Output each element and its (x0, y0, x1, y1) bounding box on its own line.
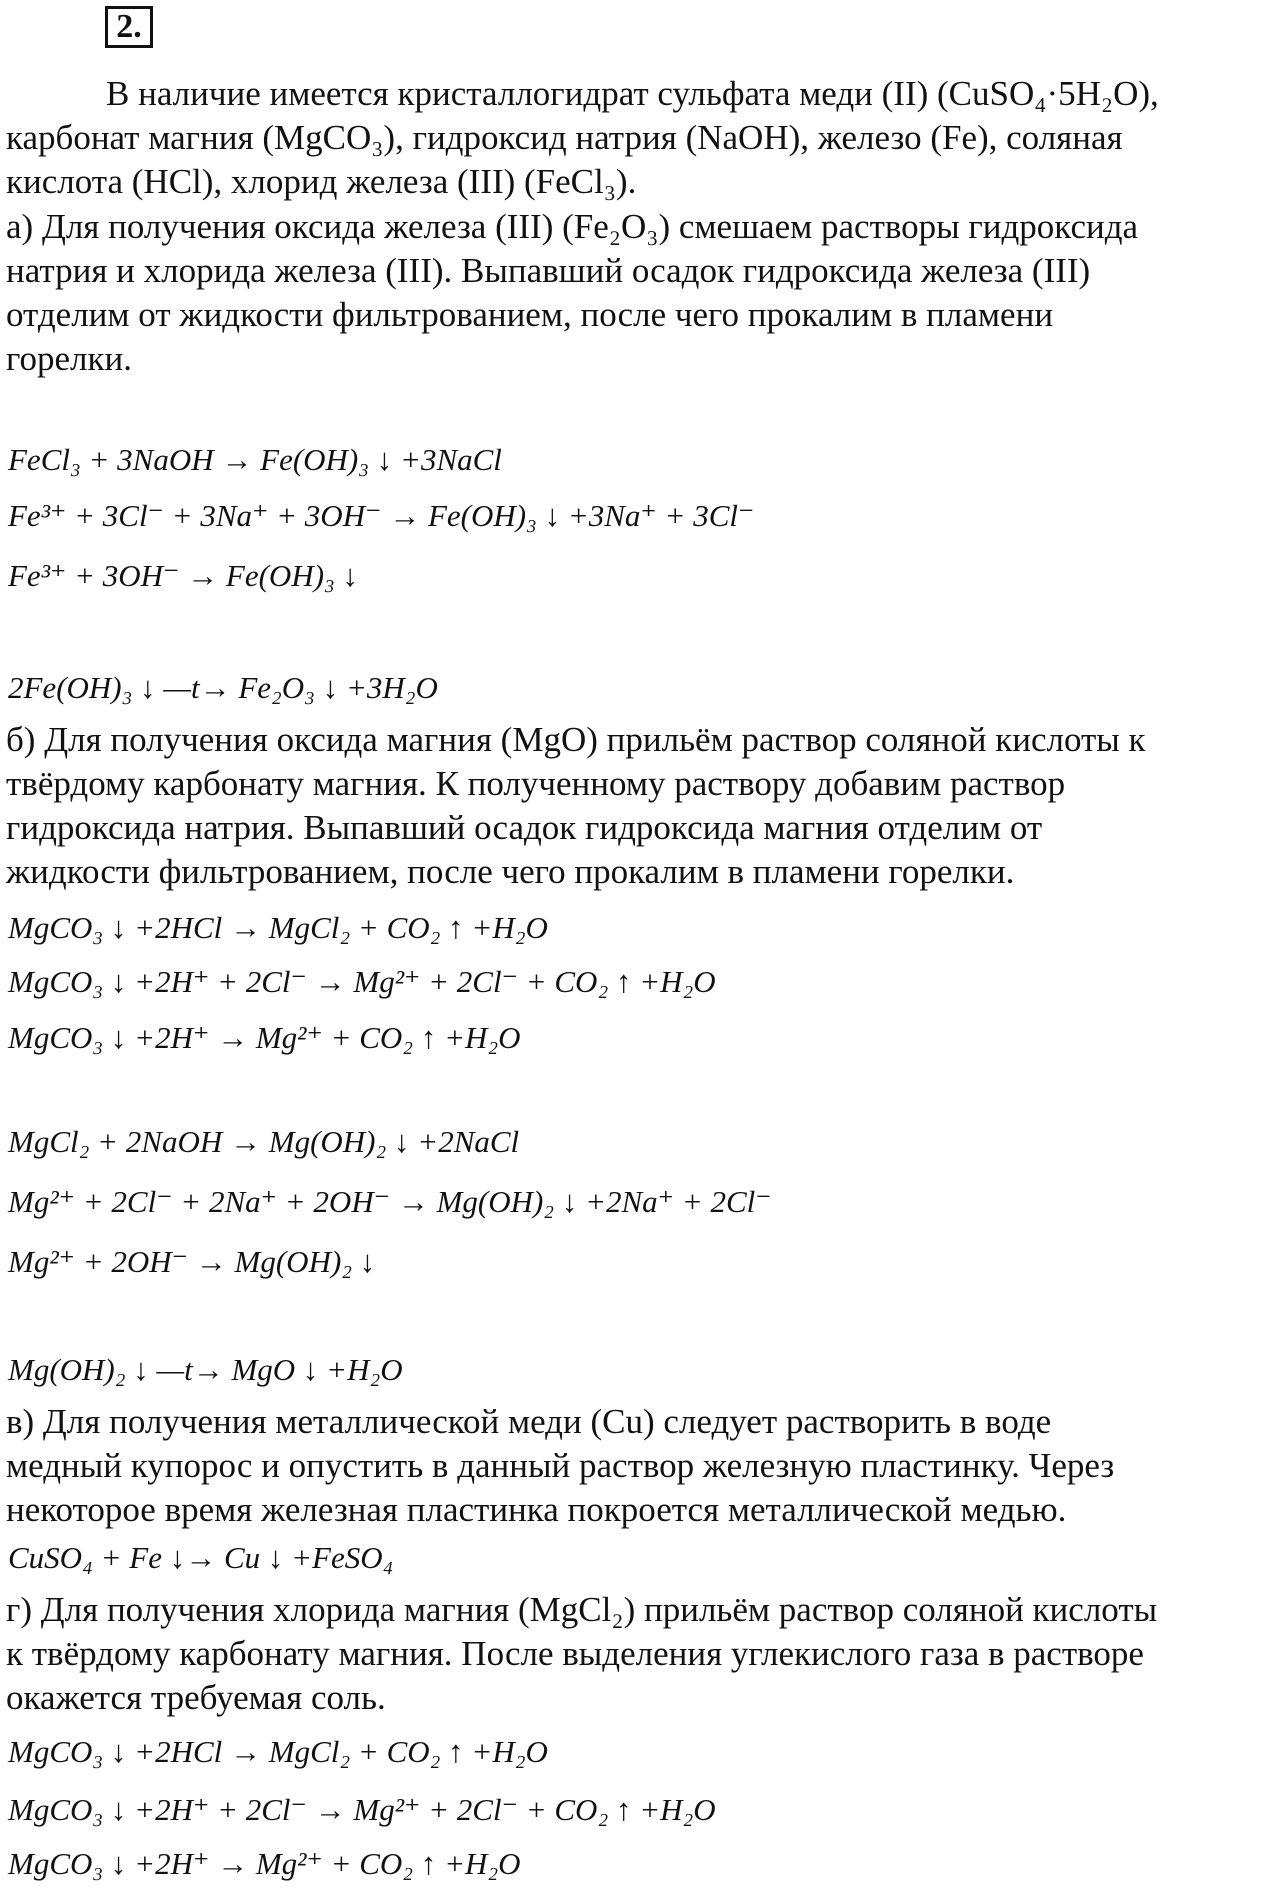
part-v-line: медный купорос и опустить в данный раствор железную пластинку. Через (6, 1446, 1115, 1485)
part-a-line: натрия и хлорида железа (III). Выпавший осадок гидроксида железа (III) (6, 251, 1091, 290)
part-a-line: горелки. (6, 339, 132, 378)
equation: MgCO₃ ↓ +2H⁺ + 2Cl⁻ → Mg²⁺ + 2Cl⁻ + CO₂ ↑ +H₂O (8, 1792, 716, 1827)
equation: Fe³⁺ + 3OH⁻ → Fe(OH)₃ ↓ (8, 558, 359, 593)
equation: MgCO₃ ↓ +2HCl → MgCl₂ + CO₂ ↑ +H₂O (8, 910, 548, 945)
equation: MgCO₃ ↓ +2H⁺ + 2Cl⁻ → Mg²⁺ + 2Cl⁻ + CO₂ ↑ +H₂O (8, 964, 716, 999)
part-b-line: жидкости фильтрованием, после чего прокалим в пламени горелки. (6, 852, 1015, 891)
part-v-paragraph (6, 1400, 1274, 1532)
part-b-line: твёрдому карбонату магния. К полученному раствору добавим раствор (6, 764, 1066, 803)
part-a-line: а) Для получения оксида железа (III) (Fe₂O₃) смешаем растворы гидроксида (6, 207, 1139, 246)
part-b-line: гидроксида натрия. Выпавший осадок гидроксида магния отделим от (6, 808, 1043, 847)
equation: MgCO₃ ↓ +2HCl → MgCl₂ + CO₂ ↑ +H₂O (8, 1734, 548, 1769)
equation: Fe³⁺ + 3Cl⁻ + 3Na⁺ + 3OH⁻ → Fe(OH)₃ ↓ +3Na⁺ + 3Cl⁻ (8, 498, 755, 533)
intro-paragraph (6, 72, 1274, 204)
intro-line: карбонат магния (MgCO₃), гидроксид натрия (NaOH), железо (Fe), соляная (6, 118, 1123, 157)
equation: MgCO₃ ↓ +2H⁺ → Mg²⁺ + CO₂ ↑ +H₂O (8, 1846, 521, 1881)
part-a-paragraph (6, 205, 1274, 381)
equation: Mg(OH)₂ ↓ —t→ MgO ↓ +H₂O (8, 1352, 403, 1387)
equation: FeCl₃ + 3NaOH → Fe(OH)₃ ↓ +3NaCl (8, 442, 502, 477)
equation: 2Fe(OH)₃ ↓ —t→ Fe₂O₃ ↓ +3H₂O (8, 670, 438, 705)
part-g-paragraph (6, 1588, 1274, 1720)
part-b-paragraph (6, 718, 1274, 894)
part-v-line: некоторое время железная пластинка покроется металлической медью. (6, 1490, 1067, 1529)
equation: Mg²⁺ + 2Cl⁻ + 2Na⁺ + 2OH⁻ → Mg(OH)₂ ↓ +2Na⁺ + 2Cl⁻ (8, 1184, 772, 1219)
intro-line: В наличие имеется кристаллогидрат сульфата меди (II) (CuSO₄·5H₂O), (106, 74, 1159, 113)
equation: Mg²⁺ + 2OH⁻ → Mg(OH)₂ ↓ (8, 1244, 376, 1279)
intro-line: кислота (HCl), хлорид железа (III) (FeCl₃). (6, 162, 637, 201)
part-a-line: отделим от жидкости фильтрованием, после чего прокалим в пламени (6, 295, 1054, 334)
task-number: 2. (105, 6, 153, 48)
equation: MgCl₂ + 2NaOH → Mg(OH)₂ ↓ +2NaCl (8, 1124, 520, 1159)
part-g-line: окажется требуемая соль. (6, 1678, 386, 1717)
part-g-line: к твёрдому карбонату магния. После выделения углекислого газа в растворе (6, 1634, 1144, 1673)
equation: CuSO₄ + Fe ↓→ Cu ↓ +FeSO₄ (8, 1540, 394, 1575)
equation: MgCO₃ ↓ +2H⁺ → Mg²⁺ + CO₂ ↑ +H₂O (8, 1020, 521, 1055)
part-g-line: г) Для получения хлорида магния (MgCl₂) прильём раствор соляной кислоты (6, 1590, 1158, 1629)
part-v-line: в) Для получения металлической меди (Cu) следует растворить в воде (6, 1402, 1052, 1441)
part-b-line: б) Для получения оксида магния (MgO) прильём раствор соляной кислоты к (6, 720, 1146, 759)
